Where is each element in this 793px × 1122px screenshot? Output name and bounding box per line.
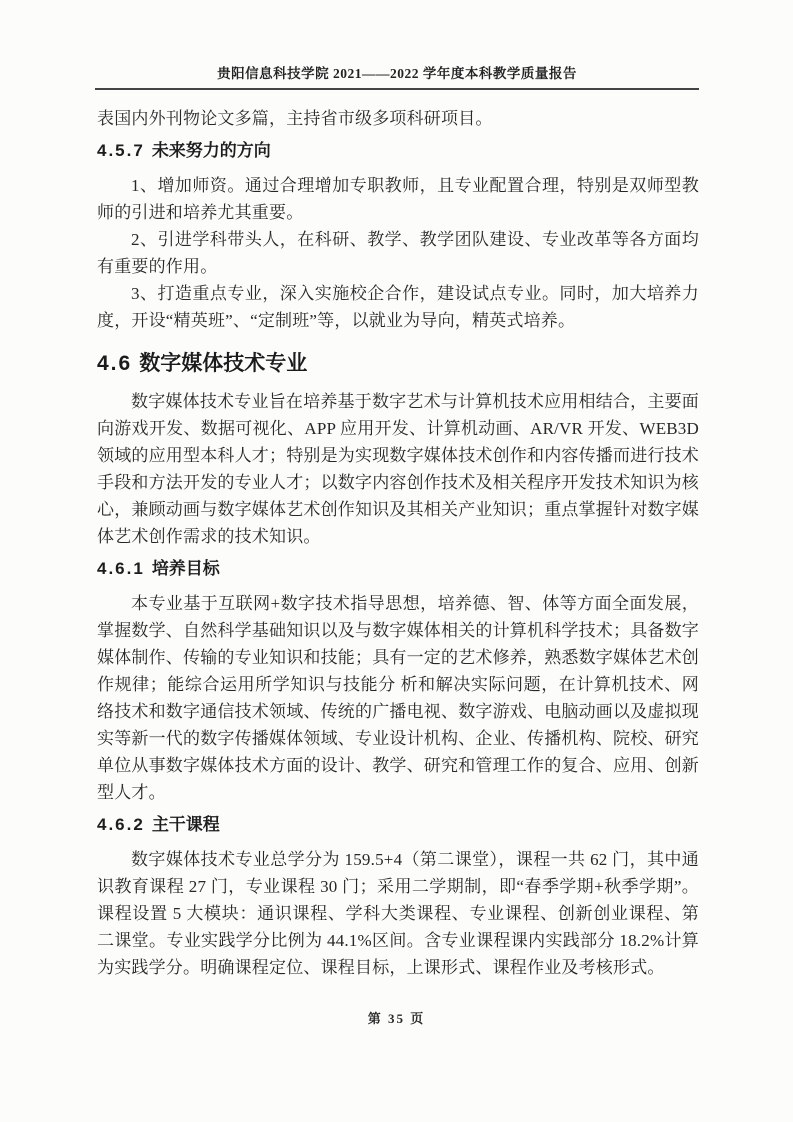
heading-4-6-1 [97, 557, 699, 581]
heading-title: 数字媒体技术专业 [139, 352, 308, 375]
heading-number: 4.6.1 [97, 559, 145, 578]
paragraph-46-overview: 数字媒体技术专业旨在培养基于数字艺术与计算机技术应用相结合，主要面向游戏开发、数据可视化、APP 应用开发、计算机动画、AR/VR 开发、WEB3D 领域的应用型本科人才；特别是为实现数字媒体技术创作和内容传播而进行技术手段和方法开发的专业人才；以数字内容创作技术及相关程序开发技术知识为核心，兼顾动画与数字媒体艺术创作知识及其相关产业知识；重点掌握针对数字媒体艺术创作需求的技术知识。 [97, 392, 699, 546]
heading-4-5-7 [97, 139, 699, 163]
paragraph-457-item-1: 1、增加师资。通过合理增加专职教师，且专业配置合理，特别是双师型教师的引进和培养尤其重要。 [97, 176, 699, 222]
heading-number: 4.6 [97, 352, 133, 375]
paragraph-461-goals: 本专业基于互联网+数字技术指导思想，培养德、智、体等方面全面发展，掌握数学、自然科学基础知识以及与数字媒体相关的计算机科学技术；具备数字媒体制作、传输的专业知识和技能；具有一定的艺术修养，熟悉数字媒体艺术创作规律；能综合运用所学知识与技能分 析和解决实际问题，在计算机技术、网络技术和数字通信技术领域、传统的广播电视、数字游戏、电脑动画以及虚拟现实等新一代的数字传播媒体领域、专业设计机构、企业、传播机构、院校、研究单位从事数字媒体技术方面的设计、教学、研究和管理工作的复合、应用、创新型人才。 [97, 594, 699, 802]
heading-4-6-2 [97, 813, 699, 837]
document-body [97, 105, 699, 981]
heading-number: 4.5.7 [97, 141, 145, 160]
paragraph-continued: 表国内外刊物论文多篇，主持省市级多项科研项目。 [97, 109, 493, 128]
page-header [95, 62, 699, 90]
heading-4-6 [97, 349, 699, 379]
heading-title: 未来努力的方向 [151, 141, 271, 160]
paragraph-462-courses: 数字媒体技术专业总学分为 159.5+4（第二课堂），课程一共 62 门，其中通识教育课程 27 门，专业课程 30 门；采用二学期制，即“春季学期+秋季学期”。课程设置 5 大模块：通识课程、学科大类课程、专业课程、创新创业课程、第二课堂。专业实践学分比例为 44.1%区间。含专业课程课内实践部分 18.2%计算为实践学分。明确课程定位、课程目标，上课形式、课程作业及考核形式。 [97, 850, 699, 977]
heading-title: 培养目标 [151, 559, 220, 578]
heading-number: 4.6.2 [97, 815, 145, 834]
page-number: 第 35 页 [367, 1011, 426, 1026]
paragraph-457-item-2: 2、引进学科带头人，在科研、教学、教学团队建设、专业改革等各方面均有重要的作用。 [97, 230, 699, 276]
header-title: 贵阳信息科技学院 2021——2022 学年度本科教学质量报告 [217, 66, 577, 81]
heading-title: 主干课程 [151, 815, 220, 834]
page-footer [0, 1008, 793, 1028]
header-divider [95, 88, 699, 90]
paragraph-457-item-3: 3、打造重点专业，深入实施校企合作，建设试点专业。同时，加大培养力度，开设“精英班”、“定制班”等，以就业为导向，精英式培养。 [97, 284, 699, 330]
